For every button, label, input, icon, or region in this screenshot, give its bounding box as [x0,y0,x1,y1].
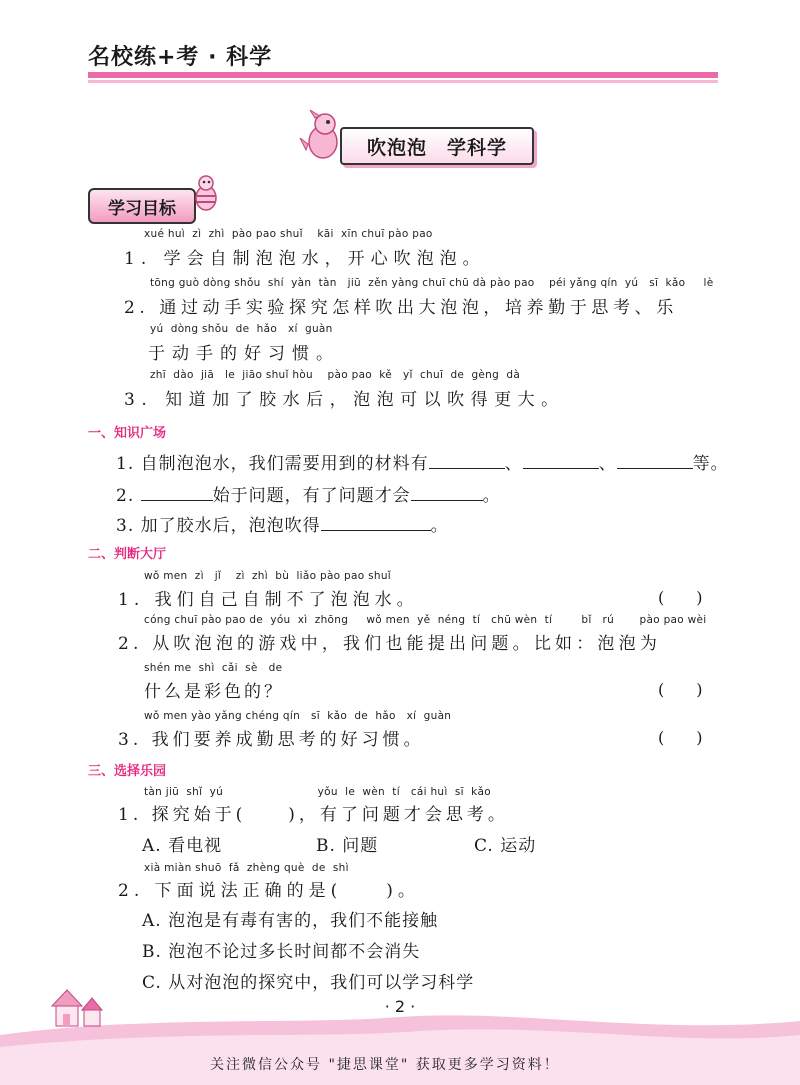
answer-blank[interactable] [429,454,505,469]
answer-parenthesis[interactable]: ( ) [658,728,703,747]
judge-3-text: 3. 我们要养成勤思考的好习惯。 [118,730,425,750]
judge-3-pinyin: wǒ men yào yǎng chéng qín sī kǎo de hǎo xí guàn [144,710,452,722]
choice-2-option-b[interactable]: B. 泡泡不论过多长时间都不会消失 [142,942,421,962]
judge-1-pinyin: wǒ men zì jǐ zì zhì bù liǎo pào pao shuǐ [144,570,392,582]
header-divider-light [88,80,718,83]
choice-1-text: 1. 探究始于( )，有了问题才会思考。 [118,805,509,825]
section-heading-knowledge: 一、知识广场 [88,426,167,441]
objective-2b-pinyin: yú dòng shǒu de hǎo xí guàn [150,323,333,335]
fill-question-2-text: 始于问题，有了问题才会 [212,486,411,506]
answer-blank[interactable] [523,454,599,469]
objective-2-pinyin: tōng guò dòng shǒu shí yàn tàn jiū zěn yàng chuī chū dà pào pao péi yǎng qín yú sī kǎo lè [150,277,714,289]
answer-blank[interactable] [321,516,431,531]
section-heading-choice: 三、选择乐园 [88,764,167,779]
fill-question-3 [116,511,449,536]
objective-3-text: 3. 知道加了胶水后，泡泡可以吹得更大。 [124,390,565,410]
answer-blank[interactable] [141,486,213,501]
choice-2-pinyin: xià miàn shuō fǎ zhèng què de shì [144,862,349,874]
choice-2-text: 2. 下面说法正确的是( )。 [118,881,420,901]
objective-2b-text: 于动手的好习惯。 [148,344,340,364]
bee-icon [188,172,224,214]
footer-note: 关注微信公众号 "捷思课堂" 获取更多学习资料！ [210,1057,560,1073]
choice-1-option-c[interactable]: C. 运动 [474,836,537,856]
judge-2b-pinyin: shén me shì cǎi sè de [144,662,283,674]
page-number: · 2 · [384,997,416,1016]
judge-2-text: 2. 从吹泡泡的游戏中，我们也能提出问题。比如：泡泡为 [118,634,662,654]
choice-1-option-b[interactable]: B. 问题 [316,836,379,856]
choice-1-pinyin: tàn jiū shǐ yú yǒu le wèn tí cái huì sī kǎo [144,786,491,798]
objective-2-text: 2. 通过动手实验探究怎样吹出大泡泡，培养勤于思考、乐 [124,298,678,318]
header-divider [88,72,718,78]
separator: 、 [598,454,617,474]
objectives-badge: 学习目标 [88,188,196,224]
choice-1-option-a[interactable]: A. 看电视 [142,836,223,856]
answer-parenthesis[interactable]: ( ) [658,588,703,607]
header-title: 名校练+考 · 科学 [88,45,273,70]
judge-1-text: 1. 我们自己自制不了泡泡水。 [118,590,419,610]
choice-2-option-a[interactable]: A. 泡泡是有毒有害的，我们不能接触 [142,911,439,931]
fill-question-1 [116,449,729,474]
judge-2b-text: 什么是彩色的？ [144,682,284,702]
fill-question-2-number: 2. [116,486,141,506]
choice-2-option-c[interactable]: C. 从对泡泡的探究中，我们可以学习科学 [142,973,475,993]
objective-1-pinyin: xué huì zì zhì pào pao shuǐ kāi xīn chuī pào pao [144,228,433,240]
fill-question-3-text: 3. 加了胶水后，泡泡吹得 [116,516,321,536]
section-heading-judge: 二、判断大厅 [88,547,167,562]
fill-question-2-end: 。 [482,486,501,506]
fill-question-1-end: 等。 [692,454,729,474]
objective-3-pinyin: zhī dào jiā le jiāo shuǐ hòu pào pao kě yǐ chuī de gèng dà [150,369,521,381]
fill-question-3-end: 。 [430,516,449,536]
answer-blank[interactable] [411,486,483,501]
house-icon [46,982,108,1030]
objective-1-text: 1. 学会自制泡泡水，开心吹泡泡。 [124,249,486,269]
fill-question-1-text: 1. 自制泡泡水，我们需要用到的材料有 [116,454,429,474]
separator: 、 [504,454,523,474]
answer-parenthesis[interactable]: ( ) [658,680,703,699]
answer-blank[interactable] [617,454,693,469]
lesson-title: 吹泡泡 学科学 [340,127,534,165]
judge-2-pinyin: cóng chuī pào pao de yóu xì zhōng wǒ men yě néng tí chū wèn tí bǐ rú pào pao wèi [144,614,707,626]
fill-question-2 [116,481,501,506]
